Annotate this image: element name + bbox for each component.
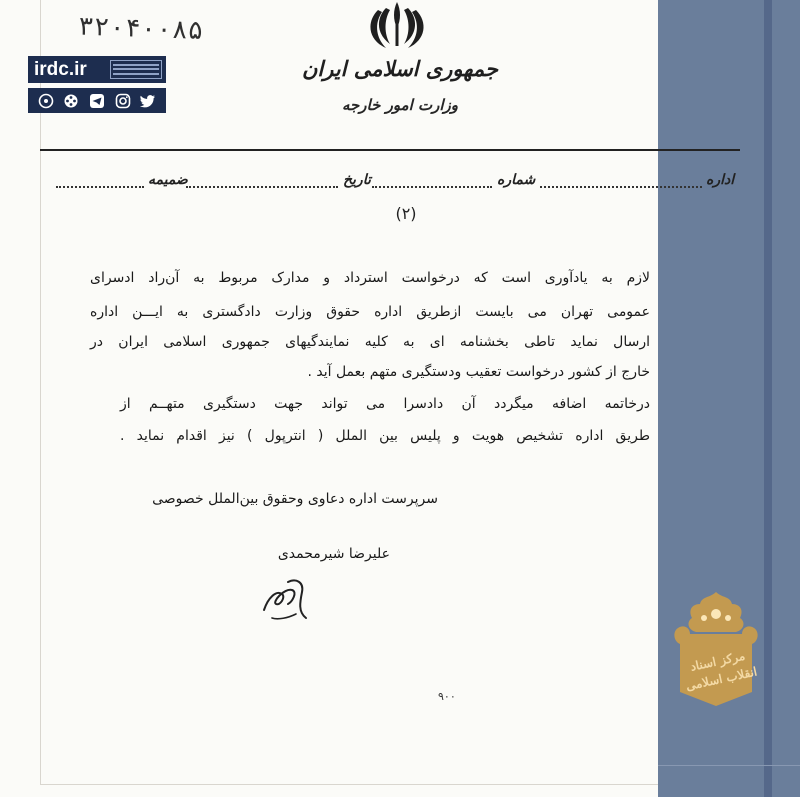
- irdc-logo[interactable]: [28, 56, 166, 83]
- body-line-3: ارسال نماید تاطی بخشنامه ای به کلیه نمایندگیهای جمهوری اسلامی ایران در: [90, 334, 650, 350]
- body-line-4: خارج از کشور درخواست تعقیب ودستگیری متهم بعمل آید .: [307, 364, 650, 380]
- twitter-icon[interactable]: [140, 93, 156, 109]
- document-center-name: مرکز اسناد انقلاب اسلامی: [684, 648, 759, 694]
- site-name: irdc.ir: [34, 58, 87, 80]
- social-icons-bar: [28, 88, 166, 113]
- field-dots-tarikh: [186, 186, 338, 188]
- body-line-1: لازم به یادآوری است که درخواست استرداد و مدارک مربوط به آن‌راد ادسرای: [90, 270, 650, 286]
- field-dots-zamimeh: [56, 186, 144, 188]
- body-line-5: درخاتمه اضافه میگردد آن دادسرا می تواند جهت دستگیری متهــم از: [120, 396, 650, 412]
- header-divider: [40, 149, 740, 151]
- ministry-title: وزارت امور خارجه: [341, 96, 459, 114]
- instagram-icon[interactable]: [115, 93, 131, 109]
- body-line-2: عمومی تهران می بایست ازطریق اداره حقوق وزارت دادگستری به ایـــن اداره: [90, 304, 650, 320]
- page-number: (۲): [395, 204, 417, 223]
- body-line-6: طریق اداره تشخیص هویت و پلیس بین الملل ( انترپول ) نیز اقدام نماید .: [120, 428, 650, 444]
- aparat-icon[interactable]: [38, 93, 54, 109]
- republic-title: جمهوری اسلامی ایران: [301, 56, 499, 81]
- handwritten-signature: [258, 568, 318, 628]
- field-label-idareh: اداره: [706, 172, 735, 188]
- signatory-name: علیرضا شیرمحمدی: [277, 546, 390, 562]
- telegram-icon[interactable]: [89, 93, 105, 109]
- film-icon[interactable]: [63, 93, 79, 109]
- logo-lines-icon: [110, 60, 162, 79]
- signatory-title: سرپرست اداره دعاوی وحقوق بین‌الملل خصوصی: [152, 491, 438, 507]
- field-label-shomareh: شماره: [497, 172, 536, 188]
- header-fields: [0, 172, 800, 196]
- field-dots-shomareh: [372, 186, 492, 188]
- field-dots-idareh: [540, 186, 702, 188]
- iran-emblem-icon: [362, 0, 432, 52]
- document-number: ۳۲۰۴۰۰۸۵: [77, 11, 204, 46]
- side-band-divider: [658, 765, 800, 766]
- field-label-zamimeh: ضمیمه: [148, 172, 188, 188]
- field-label-tarikh: تاریخ: [343, 172, 371, 188]
- bottom-mark: ۹۰۰: [438, 690, 456, 703]
